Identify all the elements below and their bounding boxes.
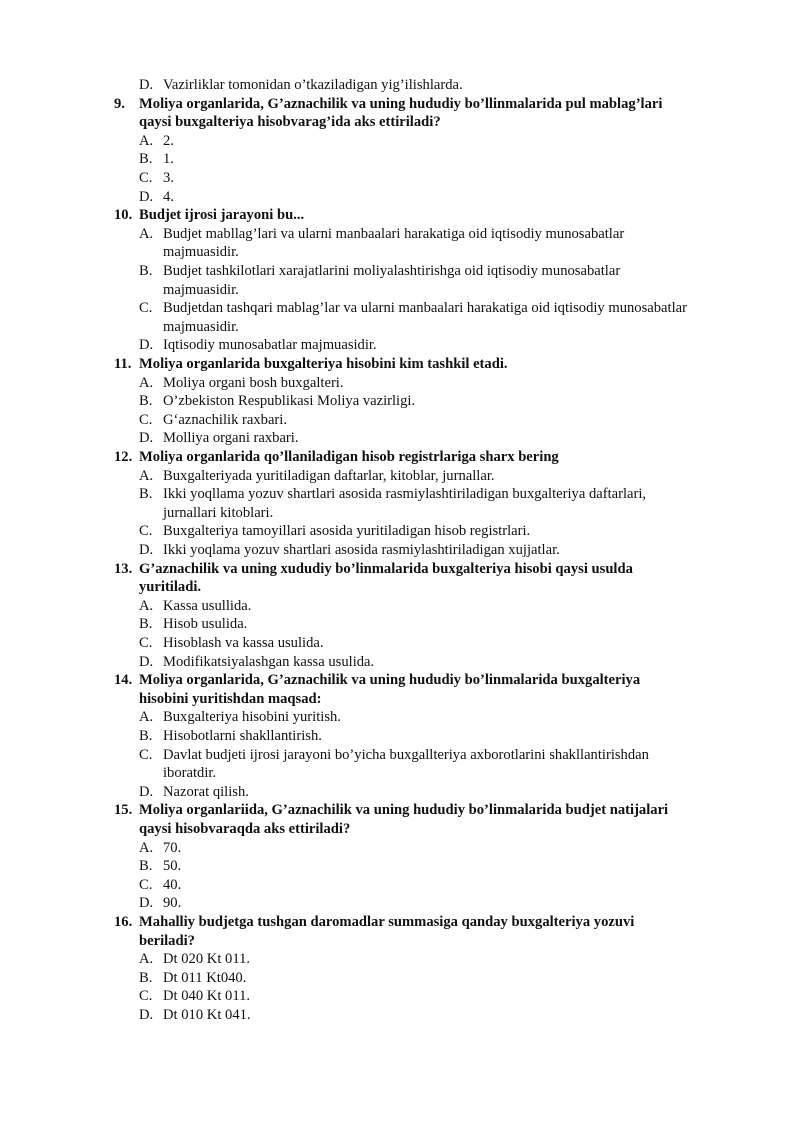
option-text: O’zbekiston Respublikasi Moliya vazirligi. [163,393,416,410]
option-text: Dt 010 Kt 041. [163,1007,251,1023]
question-number: 15. [114,802,133,819]
option-text: Ikki yoqllama yozuv shartlari asosida rasmiylashtiriladigan buxgalteriya daftarlari, [163,486,647,503]
option-text: Vazirliklar tomonidan o’tkaziladigan yig’ilishlarda. [163,77,463,93]
option-letter: B. [139,393,153,410]
option-text: Hisobotlarni shakllantirish. [163,728,322,744]
option-text: Budjetdan tashqari mablag’lar va ularni manbaalari harakatiga oid iqtisodiy munosabatlar [163,300,687,317]
option-letter: A. [139,132,154,149]
question-number: 9. [114,95,125,112]
option-letter: B. [139,728,153,744]
question-text: qaysi buxgalteriya hisobvarag’ida aks ettiriladi? [139,114,441,131]
option-text: Hisob usulida. [163,616,248,633]
option-letter: B. [139,969,153,986]
option-letter: C. [139,170,153,186]
option-letter: B. [139,263,153,279]
option-text: 50. [163,858,182,875]
option-letter: C. [139,300,153,317]
option-text: Modifikatsiyalashgan kassa usulida. [163,653,375,670]
option-text: Moliya organi bosh buxgalteri. [163,374,344,391]
option-text: 4. [163,188,174,205]
option-letter: A. [139,709,154,726]
question-number: 14. [114,672,133,689]
question-text: Moliya organlarida qo’llaniladigan hisob registrlariga sharx bering [139,449,559,465]
option-text: majmuasidir. [163,281,239,298]
question-text: Mahalliy budjetga tushgan daromadlar summasiga qanday buxgalteriya yozuvi [139,914,635,930]
option-letter: C. [139,988,153,1005]
option-text: 70. [163,839,182,856]
option-text: Buxgalteriya hisobini yuritish. [163,709,341,726]
question-text: G’aznachilik va uning xududiy bo’linmalarida buxgalteriya hisobi qaysi usulda [139,560,633,577]
option-letter: B. [139,616,153,633]
option-letter: A. [139,467,154,484]
option-text: Budjet tashkilotlari xarajatlarini moliyalashtirishga oid iqtisodiy munosabatlar [163,263,621,279]
option-letter: D. [139,77,154,93]
option-letter: A. [139,951,154,968]
option-letter: C. [139,746,153,763]
option-letter: D. [139,337,154,354]
option-letter: A. [139,839,154,856]
option-text: 1. [163,151,174,168]
option-text: 3. [163,170,174,186]
option-text: iboratdir. [163,765,217,782]
option-letter: B. [139,486,153,503]
option-text: Ikki yoqlama yozuv shartlari asosida rasmiylashtiriladigan xujjatlar. [163,542,560,558]
option-letter: C. [139,523,153,540]
option-text: Dt 011 Kt040. [163,969,247,986]
option-text: majmuasidir. [163,318,239,335]
question-text: beriladi? [139,932,195,949]
option-letter: A. [139,225,154,242]
question-text: qaysi hisobvaraqda aks ettiriladi? [139,821,351,837]
option-text: majmuasidir. [163,244,239,261]
option-letter: C. [139,411,153,428]
option-letter: C. [139,635,153,651]
option-text: 90. [163,895,182,912]
option-text: Buxgalteriya tamoyillari asosida yuritiladigan hisob registrlari. [163,523,531,540]
option-text: Dt 040 Kt 011. [163,988,251,1005]
option-letter: C. [139,876,153,893]
option-text: Buxgalteriyada yuritiladigan daftarlar, kitoblar, jurnallar. [163,467,495,484]
question-text: yuritiladi. [139,579,202,596]
option-text: 2. [163,132,174,149]
option-letter: D. [139,430,154,447]
option-text: Hisoblash va kassa usulida. [163,635,324,651]
option-text: 40. [163,876,182,893]
question-number: 10. [114,207,133,224]
question-number: 13. [114,560,133,577]
option-letter: D. [139,895,154,912]
option-text: Davlat budjeti ijrosi jarayoni bo’yicha buxgallteriya axborotlarini shakllantirishdan [163,746,649,763]
option-letter: D. [139,1007,154,1023]
question-number: 16. [114,914,133,930]
option-text: G‘aznachilik raxbari. [163,411,287,428]
option-letter: A. [139,374,154,391]
question-text: hisobini yuritishdan maqsad: [139,690,322,707]
option-letter: B. [139,858,153,875]
question-text: Moliya organlariida, G’aznachilik va uning hududiy bo’linmalarida budjet natijalari [139,802,669,819]
option-text: Kassa usullida. [163,597,252,614]
option-letter: B. [139,151,153,168]
option-text: Iqtisodiy munosabatlar majmuasidir. [163,337,377,354]
option-text: Dt 020 Kt 011. [163,951,251,968]
option-text: Budjet mabllag’lari va ularni manbaalari harakatiga oid iqtisodiy munosabatlar [163,225,625,242]
option-text: Nazorat qilish. [163,783,249,800]
option-letter: D. [139,783,154,800]
question-text: Moliya organlarida buxgalteriya hisobini kim tashkil etadi. [139,356,508,372]
option-letter: D. [139,542,154,558]
option-text: jurnallari kitoblari. [163,504,274,521]
option-letter: A. [139,597,154,614]
question-text: Budjet ijrosi jarayoni bu... [139,207,305,224]
option-letter: D. [139,653,154,670]
option-letter: D. [139,188,154,205]
question-number: 11. [114,356,132,372]
question-number: 12. [114,449,133,465]
question-text: Moliya organlarida, G’aznachilik va uning hududiy bo’llinmalarida pul mablag’lari [139,95,663,112]
option-text: Molliya organi raxbari. [163,430,299,447]
question-text: Moliya organlarida, G’aznachilik va uning hududiy bo’linmalarida buxgalteriya [139,672,641,689]
